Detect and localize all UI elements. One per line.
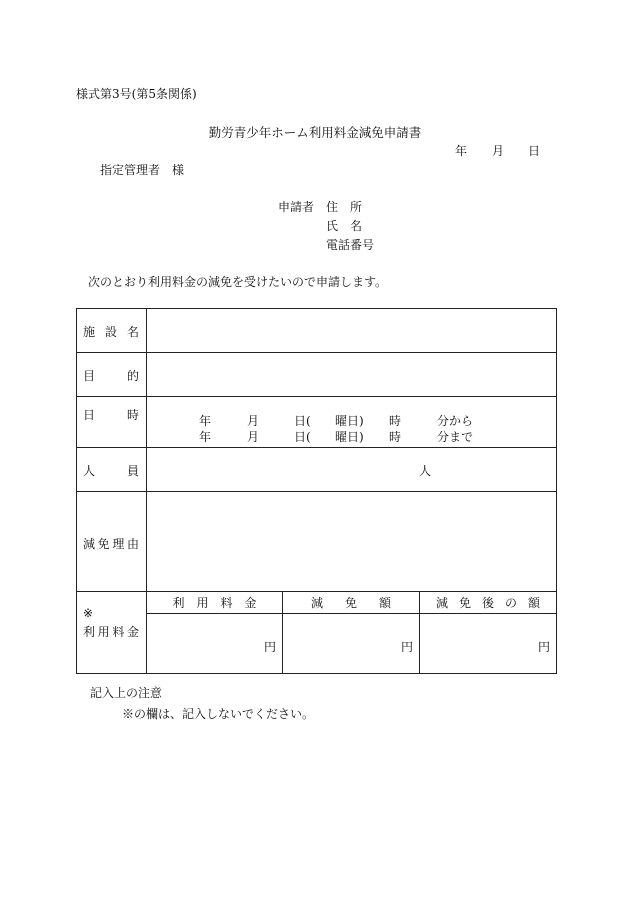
purpose-label-cell xyxy=(77,353,147,397)
fee-header-usage xyxy=(147,592,283,614)
facility-label xyxy=(83,323,139,340)
reason-char-1: 減 xyxy=(83,537,96,551)
date-month: 月 xyxy=(492,144,505,158)
reason-label-cell xyxy=(77,492,147,592)
notes-title: 記入上の注意 xyxy=(90,686,163,700)
fee-char-1: 利 xyxy=(83,625,96,639)
applicant-phone: 電話番号 xyxy=(326,238,375,252)
row-reason xyxy=(77,492,557,592)
people-label-cell xyxy=(77,448,147,492)
datetime-char-2: 時 xyxy=(126,408,139,422)
facility-input[interactable] xyxy=(147,309,557,353)
row-facility xyxy=(77,309,557,353)
from-minute: 分から xyxy=(437,414,474,428)
from-weekday: 曜日) xyxy=(335,414,364,428)
usage-char-4: 金 xyxy=(244,596,257,610)
row-purpose xyxy=(77,353,557,397)
to-year: 年 xyxy=(199,430,212,444)
purpose-label xyxy=(83,367,139,384)
purpose-char-2: 的 xyxy=(126,369,139,383)
purpose-input[interactable] xyxy=(147,353,557,397)
after-char-5: 額 xyxy=(527,596,540,610)
reduction-char-3: 額 xyxy=(378,596,391,610)
yen-reduction: 円 xyxy=(400,640,413,654)
to-hour: 時 xyxy=(389,430,402,444)
datetime-char-1: 日 xyxy=(83,408,96,422)
people-unit: 人 xyxy=(419,464,432,478)
from-month: 月 xyxy=(247,414,260,428)
people-label xyxy=(83,462,139,479)
usage-char-3: 料 xyxy=(220,596,233,610)
from-hour: 時 xyxy=(389,414,402,428)
application-table xyxy=(76,308,557,674)
form-number: 様式第3号(第5条関係) xyxy=(76,87,197,101)
after-char-2: 免 xyxy=(458,596,471,610)
from-year: 年 xyxy=(199,414,212,428)
to-month: 月 xyxy=(247,430,260,444)
to-weekday: 曜日) xyxy=(335,430,364,444)
after-char-3: 後 xyxy=(481,596,494,610)
fee-usage-amount xyxy=(147,614,283,674)
fee-mark: ※ xyxy=(83,606,94,620)
reason-char-3: 理 xyxy=(112,537,125,551)
addressee: 指定管理者 様 xyxy=(100,163,185,177)
facility-char-2: 設 xyxy=(104,325,117,339)
from-day: 日( xyxy=(294,414,311,428)
applicant-address: 住 所 xyxy=(326,200,363,214)
fee-header-after xyxy=(420,592,557,614)
fee-header-reduction xyxy=(283,592,420,614)
reason-char-4: 由 xyxy=(126,537,139,551)
reason-input[interactable] xyxy=(147,492,557,592)
after-char-4: の xyxy=(504,596,517,610)
datetime-input[interactable] xyxy=(147,397,557,448)
datetime-label-cell xyxy=(77,397,147,448)
form-title: 勤労青少年ホーム利用料金減免申請書 xyxy=(208,125,422,140)
row-datetime xyxy=(77,397,557,448)
facility-char-3: 名 xyxy=(126,325,139,339)
date-year: 年 xyxy=(455,144,468,158)
reduction-char-2: 免 xyxy=(344,596,357,610)
people-input[interactable] xyxy=(147,448,557,492)
reason-char-2: 免 xyxy=(97,537,110,551)
to-minute: 分まで xyxy=(437,430,474,444)
fee-char-3: 料 xyxy=(112,625,125,639)
row-people xyxy=(77,448,557,492)
to-day: 日( xyxy=(294,430,311,444)
row-fee-header xyxy=(77,592,557,614)
after-char-1: 減 xyxy=(436,596,449,610)
yen-usage: 円 xyxy=(263,640,276,654)
facility-char-1: 施 xyxy=(83,325,96,339)
yen-after: 円 xyxy=(538,640,551,654)
purpose-char-1: 目 xyxy=(83,369,96,383)
fee-char-2: 用 xyxy=(97,625,110,639)
usage-char-2: 用 xyxy=(196,596,209,610)
people-char-2: 員 xyxy=(126,464,139,478)
date-day: 日 xyxy=(528,144,541,158)
facility-label-cell xyxy=(77,309,147,353)
applicant-label: 申請者 xyxy=(278,200,315,214)
applicant-name: 氏 名 xyxy=(326,219,363,233)
fee-after-amount xyxy=(420,614,557,674)
fee-label-cell xyxy=(77,592,147,674)
usage-char-1: 利 xyxy=(172,596,185,610)
fee-reduction-amount xyxy=(283,614,420,674)
notes-text: ※の欄は、記入しないでください。 xyxy=(122,707,315,721)
intro-text: 次のとおり利用料金の減免を受けたいので申請します。 xyxy=(88,275,388,289)
fee-char-4: 金 xyxy=(126,625,139,639)
row-fee-amounts xyxy=(77,614,557,674)
people-char-1: 人 xyxy=(83,464,96,478)
reason-label xyxy=(83,535,139,552)
datetime-label xyxy=(83,406,139,423)
fee-label xyxy=(83,623,139,640)
reduction-char-1: 減 xyxy=(311,596,324,610)
